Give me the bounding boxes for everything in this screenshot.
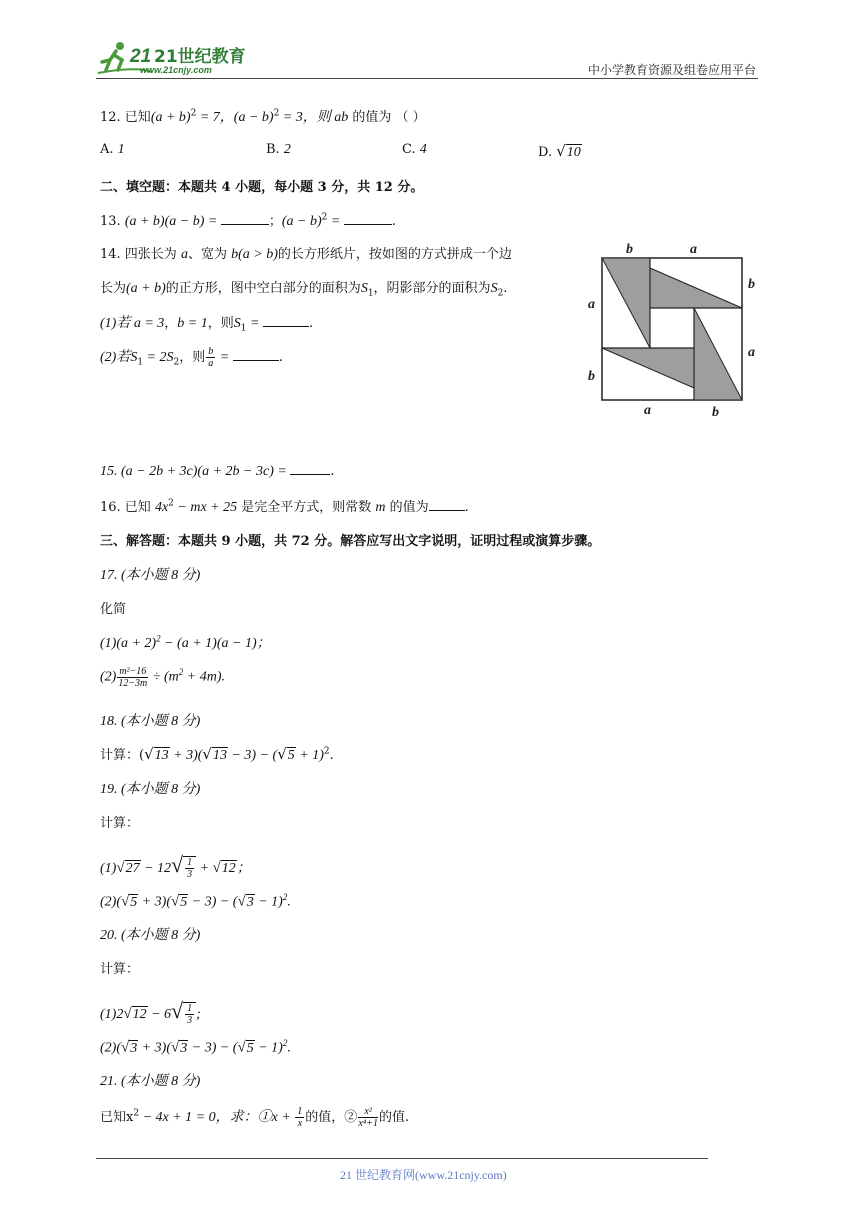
option-a[interactable]: A. 1 — [100, 142, 125, 157]
fig-label-top-b: b — [626, 242, 633, 257]
question-19-heading: 19. (本小题 8 分) — [100, 782, 201, 797]
logo — [96, 40, 256, 80]
question-18-expression: 计算：$(√13 + 3)(√13 - 3) - (√5 + 1)^2$. — [100, 745, 334, 763]
question-14-line2: 长为(a + b)的正方形，图中空白部分的面积为$S_1$，阴影部分的面积为$S_2$. — [100, 281, 508, 299]
question-14-line1: 14. 四张长为 a、宽为 b(a > b)的长方形纸片，按如图的方式拼成一个边 — [100, 247, 512, 262]
footer-text[interactable]: 21 世纪教育网(www.21cnjy.com) — [340, 1168, 507, 1182]
question-18-heading: 18. (本小题 8 分) — [100, 714, 201, 729]
question-20-part2: $(2)(√3 + 3)(√3 - 3) - (√5 - 1)^2$. — [100, 1038, 291, 1056]
svg-text:21: 21 — [130, 46, 152, 67]
question-21-statement: 已知$x^2 - 4x + 1 = 0$，求：①x + $\frac{1}{x}$ 的值，② $\frac{\text{x²}}{\text{x⁴+1}}$ 的值. — [100, 1106, 410, 1129]
question-19-instruction: 计算： — [100, 816, 140, 831]
question-14-part1: (1)若 a = 3，b = 1，则$S_1$ = . — [100, 316, 314, 334]
question-12: 12. 已知$(a + b)^2 = 7$，$(a - b)^2 = 3$，则 ab 的值为 （ ） — [100, 108, 426, 125]
fig-label-right-a: a — [748, 345, 755, 360]
pinwheel-figure — [580, 238, 760, 420]
platform-name: 中小学教育资源及组卷应用平台 — [587, 63, 756, 77]
fig-label-bottom-b: b — [712, 405, 719, 420]
runner-logo-icon — [96, 40, 256, 76]
option-c[interactable]: C. 4 — [402, 142, 427, 157]
question-13: 13. (a + b)(a − b) = ；$(a - b)^2$ = . — [100, 212, 396, 229]
question-16: 16. 已知 $4x^2$ − mx + 25 是完全平方式，则常数 m 的值为 . — [100, 498, 469, 515]
section-2-heading: 二、填空题：本题共 4 小题，每小题 3 分，共 12 分。 — [100, 180, 424, 195]
question-17-instruction: 化简 — [100, 602, 127, 617]
answer-blank[interactable] — [263, 326, 309, 327]
logo-url: www.21cnjy.com — [140, 65, 212, 75]
fig-label-bottom-a: a — [644, 403, 651, 418]
question-20-part1: (1)2√12 − 6√ $\frac{1}{3}$ ; — [100, 998, 201, 1027]
logo-text: 21世纪教育 — [154, 47, 246, 67]
answer-blank[interactable] — [344, 224, 392, 225]
header-divider — [96, 78, 758, 79]
question-20-instruction: 计算： — [100, 962, 140, 977]
option-b[interactable]: B. 2 — [266, 142, 291, 157]
question-20-heading: 20. (本小题 8 分) — [100, 928, 201, 943]
fig-label-left-b: b — [588, 369, 595, 384]
fig-label-right-b: b — [748, 277, 755, 292]
answer-blank[interactable] — [429, 510, 465, 511]
option-d[interactable]: D. √10 — [538, 142, 581, 160]
question-19-part2: $(2)(√5 + 3)(√5 - 3) - (√3 - 1)^2$. — [100, 892, 291, 910]
question-17-part2: (2) $\frac{\text{m²−16}}{12-3m}$ ÷ $(m^2 + 4m)$. — [100, 666, 225, 689]
answer-blank[interactable] — [233, 360, 279, 361]
question-19-part1: (1)√27 − 12√ $\frac{1}{3}$ + √12； — [100, 852, 251, 881]
question-21-heading: 21. (本小题 8 分) — [100, 1074, 201, 1089]
fig-label-left-a: a — [588, 297, 595, 312]
section-3-heading: 三、解答题：本题共 9 小题，共 72 分。解答应写出文字说明，证明过程或演算步骤。 — [100, 534, 601, 549]
fig-label-top-a: a — [690, 242, 697, 257]
question-15: 15. (a − 2b + 3c)(a + 2b − 3c) = . — [100, 464, 335, 479]
question-17-heading: 17. (本小题 8 分) — [100, 568, 201, 583]
answer-blank[interactable] — [221, 224, 269, 225]
question-14-part2: (2)若$S_1 = 2S_2$，则 $\frac{b}{a}$ = . — [100, 346, 283, 369]
question-17-part1: $(1)(a + 2)^2 - (a + 1)(a - 1)$； — [100, 633, 271, 651]
answer-blank[interactable] — [290, 474, 330, 475]
footer-divider — [96, 1158, 708, 1159]
